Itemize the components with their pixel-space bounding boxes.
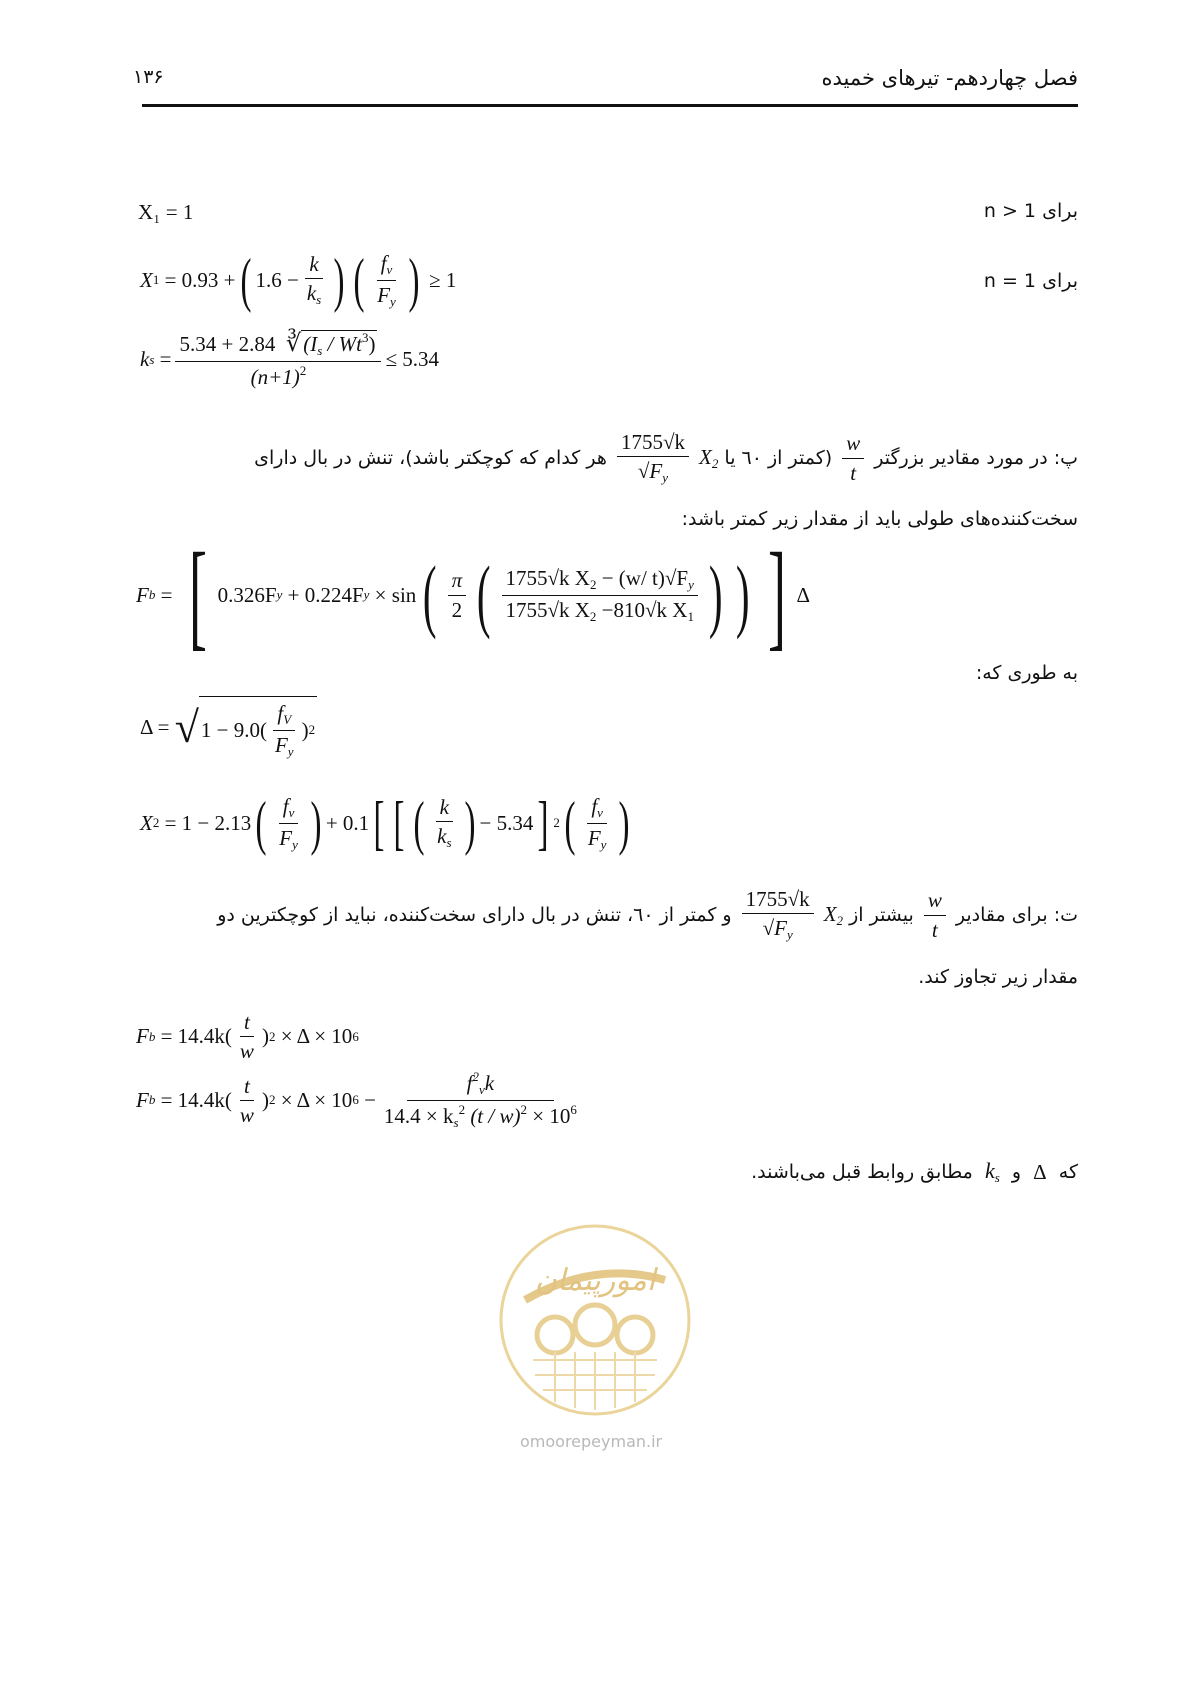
- watermark-logo: [495, 1220, 695, 1420]
- para-t-line2: مقدار زیر تجاوز کند.: [918, 966, 1078, 988]
- condition-n-eq-1: برای n = 1: [983, 270, 1078, 292]
- eq-fb: F b = [ 0.326F y + 0.224F y × sin ( $\frac{\pi}{2}$ ( $\frac{1755√k X_2 - (w/ t)√F_y}{1755√k X_2 -810√k X_1}$ ) ) ] Δ: [136, 528, 811, 661]
- para-end: که Δ و $k_s$ مطابق روابط قبل می‌باشند.: [751, 1158, 1078, 1185]
- svg-text:امورپیمان: امورپیمان: [534, 1263, 656, 1298]
- eq-x1: X 1 = 0.93 + ( 1.6 − $\frac{k}{k_s}$ ) ( $\frac{f_v}{F_y}$ ) ≥ 1: [140, 247, 457, 313]
- watermark-url: omoorepeyman.ir: [520, 1432, 663, 1451]
- chapter-title: فصل چهاردهم- تیرهای خمیده: [821, 66, 1078, 90]
- header-rule: [142, 104, 1078, 107]
- page-number: ۱۳۶: [133, 67, 164, 88]
- para-such: به طوری که:: [975, 662, 1078, 684]
- eq-x1-simple: X₁ = 1: [138, 200, 194, 224]
- eq-x2: X 2 = 1 − 2.13 ( $\frac{f_v}{F_y}$ ) + 0.1 [ [ ( $\frac{k}{k_s}$ ) − 5.34 ] 2 ( $\frac{f_v}{F_y}$ ): [140, 790, 630, 856]
- eq-fb-2: F b = 14.4k( $\frac{t}{w}$ ) 2 × Δ × 10 6 − $\frac{f^2_vk}{14.4 \times k_s^2 (t / w)^2 \times 10^6}$: [136, 1069, 577, 1130]
- para-p-line2: سخت‌کننده‌های طولی باید از مقدار زیر کمتر باشد:: [681, 508, 1078, 530]
- eq-delta: Δ = √ 1 − 9.0( $\frac{f_V}{F_y}$ ) 2: [140, 696, 317, 760]
- eq-ks: k s = $\frac{5.34 + 2.84 ∛(I_s / Wt^3)}{(n+1)^2}$ ≤ 5.34: [140, 330, 439, 389]
- para-p-line1: پ: در مورد مقادیر بزرگتر $\frac{w}{t}$ (کمتر از ٦٠ یا $X_2$ $\frac{1755√k}{√F_y}$ هر کدام که کوچکتر باشد)، تنش در بال دارای: [254, 429, 1078, 486]
- para-t-line1: ت: برای مقادیر $\frac{w}{t}$ بیشتر از $X_2$ $\frac{1755√k}{√F_y}$ و کمتر از ٦٠، تنش در بال دارای سخت‌کننده، نباید از کوچکترین دو: [217, 886, 1078, 943]
- seal-icon: [495, 1220, 695, 1420]
- condition-n-gt-1: برای n > 1: [983, 200, 1078, 222]
- eq-fb-1: F b = 14.4k( $\frac{t}{w}$ ) 2 × Δ × 10 6: [136, 1010, 359, 1064]
